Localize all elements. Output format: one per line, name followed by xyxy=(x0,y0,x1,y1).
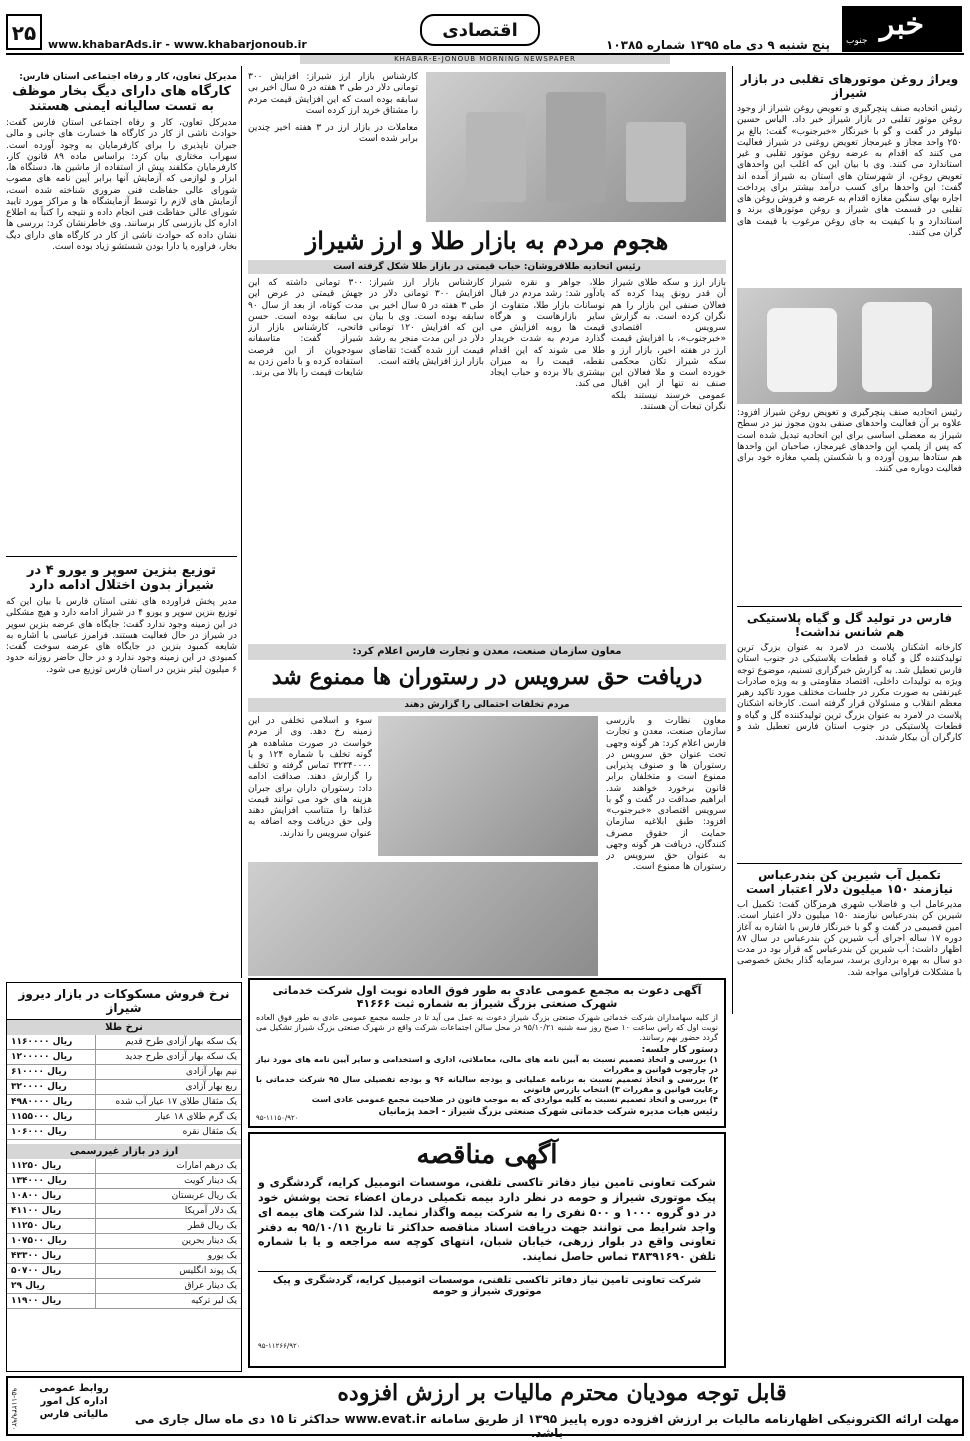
price-row xyxy=(7,1080,241,1095)
price-value: ۴۱۱۰۰ ریال xyxy=(7,1204,96,1219)
gold-fx-headline: هجوم مردم به بازار طلا و ارز شیراز xyxy=(305,226,669,255)
left-column xyxy=(6,66,242,978)
price-value: ۴۳۳۰۰ ریال xyxy=(7,1249,96,1264)
price-row xyxy=(7,1204,241,1219)
official-portrait xyxy=(378,716,598,856)
english-band: KHABAR-E-JONOUB MORNING NEWSPAPER xyxy=(300,54,670,64)
price-value: ۱۱۶۰۰۰۰ ریال xyxy=(7,1035,96,1050)
price-row xyxy=(7,1294,241,1309)
agenda-item: ۱) بررسی و اتخاذ تصمیم نسبت به آیین نامه های مالی، معاملاتی، اداری و استخدامی و سایر آیین نامه های مورد نیاز در چارچوب قوانین و مقررات xyxy=(256,1055,718,1074)
price-row xyxy=(7,1095,241,1110)
price-value: ۱۰۶۰۰۰ ریال xyxy=(7,1125,96,1140)
logo-sub: جنوب xyxy=(846,36,868,46)
price-item: یک درهم امارات xyxy=(96,1159,241,1174)
agenda-item: ۴) بررسی و اتخاذ تصمیم نسبت به کلیه مواردی که به موجب قانون در صلاحیت مجمع عمومی عادی است xyxy=(311,1095,718,1104)
price-row xyxy=(7,1249,241,1264)
price-item: یک سکه بهار آزادی طرح جدید xyxy=(96,1050,241,1065)
price-item: نیم بهار آزادی xyxy=(96,1065,241,1080)
price-row xyxy=(7,1110,241,1125)
header-rule xyxy=(6,53,964,55)
agenda-item: ۲) بررسی و اتخاذ تصمیم نسبت به برنامه عملیاتی و بودجه سالیانه ۹۶ و بودجه تفصیلی سال ۹۵ شرکت خدماتی با رعایت قوانین و مقررات ۳) انتخاب بازرس قانونی xyxy=(256,1075,718,1094)
price-item: یک دینار عراق xyxy=(96,1279,241,1294)
tender-title: آگهی مناقصه xyxy=(416,1140,558,1170)
sidebar-item: کارشناس بازار ارز شیراز: افزایش ۳۰۰ تومانی دلار در طی ۳ هفته در ۵ سال اخیر بی سابقه بوده است که این افزایش قیمت مردم را مشتاق خرید ارز کرده است xyxy=(248,72,418,116)
price-item: یک پوند انگلیس xyxy=(96,1264,241,1279)
plastic-plant-headline: فارس در تولید گل و گیاه پلاستیکی هم شانس نداشت! xyxy=(737,606,962,639)
site-urls: www.khabarAds.ir - www.khabarjonoub.ir xyxy=(48,38,307,51)
price-row xyxy=(7,1189,241,1204)
fuel-headline: توزیع بنزین سوپر و یورو ۴ در شیراز بدون اختلال ادامه دارد xyxy=(6,556,237,593)
gold-table xyxy=(7,1035,241,1140)
notice-code: ۹۵-۱۱۱۵۰/۹۲۰ xyxy=(256,1114,299,1122)
restaurant-photo xyxy=(248,862,598,976)
price-item: یک ریال قطر xyxy=(96,1219,241,1234)
price-value: ۱۱۵۵۰۰۰ ریال xyxy=(7,1110,96,1125)
desalination-headline: تکمیل آب شیرین کن بندرعباس نیازمند ۱۵۰ میلیون دلار اعتبار است xyxy=(737,863,962,896)
assembly-notice xyxy=(248,978,726,1128)
price-row xyxy=(7,1065,241,1080)
photo-sidebar xyxy=(248,72,418,222)
price-value: ۱۱۹۰۰ ریال xyxy=(7,1294,96,1309)
section-title: اقتصادی xyxy=(420,14,540,46)
price-item: یک یورو xyxy=(96,1249,241,1264)
notice-signature: رئیس هیات مدیره شرکت خدماتی شهرک صنعتی بزرگ شیراز - احمد پژمانیان xyxy=(378,1107,718,1117)
boiler-body: مدیرکل تعاون، کار و رفاه اجتماعی استان فارس گفت: حوادث ناشی از کار در کارگاه ها خسارت های جانی و مالی جبران ناپذیری را برای کارفرمایان به وجود آورده است. سهراب مختاری بیان کرد: براساس ماده ۸۹ قانون کار، کارفرمایان مکلفند پیش از استفاده از ماشین ها، دستگاه ها، ابزار و لوازمی که آزمایش آنها برابر آیین نامه های مصوب شورای عالی حفاظت فنی ضروری شناخته شده است، آزمایش های لازم را توسط آزمایشگاه ها و مراکز مورد تایید شورای عالی حفاظت فنی انجام داده و نتیجه را کتباً به اطلاع اداره کل بازرسی کار برسانند. وی خاطرنشان کرد: بررسی ها نشان داده که حوادث ناشی از کار در کارگاه های دارای دیگ بخار، فراوره یا دارا بودن شستشو زیاد بوده است. xyxy=(6,118,237,252)
body-column: ۳۰۰ تومانی داشته که این جهش قیمتی در عرض این مدت کوتاه، از بعد از سال ۹۰ بی سابقه بوده است. حسن فاتحی، کارشناس بازار ارز شیراز گفت: متاسفانه سودجویان از این فرصت استفاده کرده و با دامن زدن به شایعات قیمت را بالا می برند. xyxy=(248,278,363,378)
price-value: ۱۱۲۵۰ ریال xyxy=(7,1219,96,1234)
tax-office: روابط عمومی اداره کل امور مالیاتی فارس xyxy=(39,1383,109,1420)
gold-fx-body xyxy=(248,278,726,638)
coins-photo xyxy=(426,72,726,222)
price-value: ۲۹ ریال xyxy=(7,1279,96,1294)
gold-fx-subtitle: رئیس اتحادیه طلافروشان: حباب قیمتی در بازار طلا شکل گرفته است xyxy=(248,260,726,274)
tax-code: ۹۵-۱۱۲۴۹/۹۲۰ xyxy=(10,1388,18,1431)
page-number: ۲۵ xyxy=(6,14,42,50)
tender-code: ۹۵-۱۱۲۶۶/۹۲۰ xyxy=(258,1342,301,1350)
logo xyxy=(842,6,962,52)
price-item: یک مثقال طلای ۱۷ عیار آب شده xyxy=(96,1095,241,1110)
tax-banner xyxy=(6,1376,964,1440)
price-value: ۶۱۰۰۰۰ ریال xyxy=(7,1065,96,1080)
price-row xyxy=(7,1264,241,1279)
service-kicker: معاون سازمان صنعت، معدن و تجارت فارس اعلام کرد: xyxy=(248,644,726,660)
service-body: معاون نظارت و بازرسی سازمان صنعت، معدن و تجارت فارس اعلام کرد: هر گونه وجهی تحت عنوان حق سرویس در رستوران ها و صنوف پذیرایی ممنوع است و متخلفان برابر قانون برخورد خواهند شد. ابراهیم صداقت در گفت و گو با سرویس اقتصادی «خبرجنوب» افزود: طبق ابلاغیه سازمان حمایت از حقوق مصرف کنندگان، دریافت هر گونه وجهی به عنوان حق سرویس در رستوران ها ممنوع است. xyxy=(606,716,726,873)
price-row xyxy=(7,1159,241,1174)
price-row xyxy=(7,1219,241,1234)
plastic-plant-body: کارخانه اشکنان پلاست در لامرد به عنوان بزرگ ترین تولیدکننده گل و گیاه و قطعات پلاستیکی در جنوب استان فارس تعطیل شد. به گزارش خبرگزاری تسنیم، موضوع توجه ویژه به تولیدات داخلی، اقتصاد مقاومتی و به ویژه صادرات غیرنفتی به صورت مکرر در جلسات مختلف مورد تاکید رهبر معظم انقلاب و مسئولان قرار گرفته است. کارخانه اشکنان پلاست در لامرد به عنوان بزرگ ترین تولیدکننده گل و گیاه و قطعات پلاستیکی در جنوب استان فارس تعطیل شد و کارگران آن بیکار شدند. xyxy=(737,643,962,743)
gold-header: نرخ طلا xyxy=(7,1020,241,1035)
tax-banner-body: مهلت ارائه الکترونیکی اظهارنامه مالیات بر ارزش افزوده دوره پاییز ۱۳۹۵ از طریق سامانه www.evat.ir حداکثر تا ۱۵ دی ماه سال جاری می باشد. xyxy=(134,1412,960,1440)
price-value: ۴۹۸۰۰۰۰ ریال xyxy=(7,1095,96,1110)
body-column: کارشناس بازار ارز شیراز: افزایش ۳۰۰ تومانی دلار در طی ۳ هفته در ۵ سال اخیر بی سابقه بوده است. وی با بیان این که افزایش ۱۲۰ تومانی دلار در این مدت منجر به رشد قیمت ارز شده گفت: تقاضای بازار ارز افزایش یافته است. xyxy=(369,278,484,367)
body-column: بازار ارز و سکه طلای شیراز آن قدر رونق پیدا کرده که فعالان صنفی این بازار را هم نگران کرده است. به گزارش سرویس اقتصادی «خبرجنوب»، با افزایش قیمت ارز در هفته اخیر، بازار ارز و سکه شیراز تکان محکمی خورده است و ملا فعالان این صنف نه تنها از این اقبال عمومی خرسند نیستند بلکه نگران تبعات آن هستند. xyxy=(611,278,726,412)
price-item: یک مثقال نقره xyxy=(96,1125,241,1140)
middle-column xyxy=(248,66,726,976)
fx-header: ارز در بازار غیررسمی xyxy=(7,1144,241,1159)
price-table xyxy=(6,982,242,1372)
service-deck: مردم تخلفات احتمالی را گزارش دهند xyxy=(248,698,726,712)
service-headline: دریافت حق سرویس در رستوران ها ممنوع شد xyxy=(271,664,703,690)
body-column: طلا، جواهر و نقره شیراز یادآور شد: رشد مردم در قبال نوسانات بازار طلا، متفاوت از سایر بازارهاست و هرگاه قیمت ها روبه افزایش می گذارد مردم به شدت خریدار طلا می شوند که این اقدام نقطه، قیمت را به میزان بیشتری بالا برده و حباب ایجاد می کند. xyxy=(490,278,605,390)
masthead xyxy=(0,0,970,64)
price-item: یک گرم طلای ۱۸ عیار xyxy=(96,1110,241,1125)
price-row xyxy=(7,1234,241,1249)
price-value: ۱۰۷۵۰۰ ریال xyxy=(7,1234,96,1249)
oil-bottles-photo xyxy=(737,288,962,404)
price-item: یک سکه بهار آزادی طرح قدیم xyxy=(96,1035,241,1050)
price-value: ۱۰۸۰۰ ریال xyxy=(7,1189,96,1204)
price-row xyxy=(7,1174,241,1189)
tender-body: شرکت تعاونی تامین نیاز دفاتر تاکسی تلفنی، موسسات اتومبیل کرایه، گردشگری و پیک موتوری شیراز و حومه در نظر دارد بیمه تکمیلی درمان اعضاء تحت پوشش خود در دو گروه ۱۰۰۰ و ۵۰۰ نفری را به شرکت بیمه واگذار نماید. لذا شرکت های بیمه ای واجد شرایط می توانند جهت دریافت اسناد مناقصه حداکثر تا تاریخ ۹۵/۱۰/۱۱ به دفتر تعاونی واقع در بلوار زرهی، خیابان شبان، انتهای کوچه سه مراجعه و یا با شماره تلفن ۳۸۳۹۱۶۹۰ تماس حاصل نمایند. xyxy=(258,1176,716,1264)
price-value: ۱۳۴۰۰۰ ریال xyxy=(7,1174,96,1189)
logo-text: خبر xyxy=(879,7,925,42)
issue-date: پنج شنبه ۹ دی ماه ۱۳۹۵ شماره ۱۰۳۸۵ xyxy=(606,38,830,52)
price-value: ۱۲۰۰۰۰۰ ریال xyxy=(7,1050,96,1065)
sidebar-item: معاملات در بازار ارز در ۳ هفته اخیر چندین برابر شده است xyxy=(248,123,418,145)
fuel-body: مدیر پخش فرآورده های نفتی استان فارس با بیان این که توزیع بنزین سوپر و یورو ۴ در شیراز ادامه دارد و هیچ مشکلی در این زمینه وجود ندارد گفت: جایگاه های عرضه بنزین سوپر در شیراز در حال فعالیت هستند. فرامرز عباسی با اشاره به شایعه کمبود بنزین در جایگاه های عرضه سوخت گفت: کمبودی در این زمینه وجود ندارد و در حال حاضر روزانه حدود ۶ میلیون لیتر بنزین در استان فارس توزیع می شود. xyxy=(6,597,237,675)
desalination-body: مدیرعامل آب و فاضلاب شهری هرمزگان گفت: تکمیل آب شیرین کن بندرعباس نیازمند ۱۵۰ میلیون دلار اعتبار است. امین قصیمی در گفت و گو با خبرنگار فارس با اشاره به آغاز دوره ۱۷ ساله اجرای آب شیرین کن بندرعباس در سال ۸۷ اظهار داشت: آب شیرین کن بندرعباس که قرار بود در مدت دو سال به بهره برداری برسد، سرمایه گذار بخش خصوصی با مشکلات فراوانی مواجه شد. xyxy=(737,900,962,978)
notice-title: آگهی دعوت به مجمع عمومی عادی به طور فوق العاده نوبت اول شرکت خدماتی شهرک صنعتی بزرگ شیراز به شماره ثبت ۴۱۶۶۶ xyxy=(272,984,702,1010)
price-value: ۳۲۰۰۰۰ ریال xyxy=(7,1080,96,1095)
price-item: یک دینار کویت xyxy=(96,1174,241,1189)
price-table-title: نرخ فروش مسکوکات در بازار دیروز شیراز xyxy=(7,983,241,1020)
tender-notice xyxy=(248,1132,726,1368)
price-item: یک ریال عربستان xyxy=(96,1189,241,1204)
agenda-title: دستور کار جلسه: xyxy=(641,1045,718,1055)
notice-body: از کلیه سهامداران شرکت خدماتی شهرک صنعتی بزرگ شیراز دعوت به عمل می آید تا در جلسه مجمع عمومی عادی به طور فوق العاده نوبت اول که راس ساعت ۱۰ صبح روز سه شنبه ۹۵/۱۰/۲۱ در محل سالن اجتماعات شرکت واقع در شهرک صنعتی بزرگ شیراز تشکیل می گردد حضور بهم رسانند. xyxy=(256,1013,718,1042)
tender-footer: شرکت تعاونی تامین نیاز دفاتر تاکسی تلفنی، موسسات اتومبیل کرایه، گردشگری و پیک موتوری شیراز و حومه xyxy=(258,1271,716,1297)
right-column xyxy=(732,66,962,1014)
price-item: یک لیر ترکیه xyxy=(96,1294,241,1309)
price-item: یک دلار آمریکا xyxy=(96,1204,241,1219)
price-value: ۱۱۲۵۰ ریال xyxy=(7,1159,96,1174)
tax-banner-title: قابل توجه مودیان محترم مالیات بر ارزش افزوده xyxy=(337,1380,787,1406)
price-row xyxy=(7,1279,241,1294)
engine-oil-continued: رئیس اتحادیه صنف پنچرگیری و تعویض روغن شیراز افزود: علاوه بر آن فعالیت واحدهای صنفی بدون مجوز نیز در سطح شیراز به معضلی اساسی برای این اتحادیه تبدیل شده است که پس از پلمپ این واحدهای غیرمجاز، صاحبان این واحدها هم ستادها بیرون آورده و با شکستن پلمپ مغازه خود برای فعالیت دوباره می کنند. xyxy=(737,408,962,475)
fx-table xyxy=(7,1159,241,1309)
engine-oil-headline: ویراژ روغن موتورهای تقلبی در بازار شیراز xyxy=(740,72,959,100)
service-body-2: سوء و اسلامی تخلفی در این زمینه رخ دهد. وی از مردم خواست در صورت مشاهده هر گونه تخلف با شماره ۱۲۴ و یا ۳۲۳۴۰۰۰۰ تماس گرفته و تخلف را گزارش دهند. صداقت ادامه داد: رستوران داران برای جبران هزینه های خود می توانند قیمت غذاها را متناسب افزایش دهند ولی حق دریافت وجه اضافه به عنوان سرویس را ندارند. xyxy=(248,716,372,839)
boiler-kicker: مدیرکل تعاون، کار و رفاه اجتماعی استان فارس: xyxy=(19,72,237,82)
price-row xyxy=(7,1125,241,1140)
price-row xyxy=(7,1050,241,1065)
price-item: یک دینار بحرین xyxy=(96,1234,241,1249)
price-item: ربع بهار آزادی xyxy=(96,1080,241,1095)
boiler-headline: کارگاه های دارای دیگ بخار موظف به تست سالیانه ایمنی هستند xyxy=(12,84,231,114)
price-row xyxy=(7,1035,241,1050)
price-value: ۵۰۷۰۰ ریال xyxy=(7,1264,96,1279)
engine-oil-body: رئیس اتحادیه صنف پنچرگیری و تعویض روغن شیراز از وجود روغن موتور تقلبی در بازار شیراز خبر داد. الیاس حسین نیلوفر در گفت و گو با خبرنگار «خبرجنوب» گفت: بالغ بر ۲۵۰ واحد مجاز و غیرمجاز تعویض روغنی در شیراز فعالیت می کنند که اقدام به عرضه روغن موتور تقلبی و غیر استاندارد می کنند. وی با بیان این که اغلب این واحدهای تعویض روغن، از شهرستان های استان به شیراز آمده اند گفت: این واحدها برای کسب درآمد بیشتر برای پرداخت اجاره بهای سنگین مغازه اقدام به عرضه و فروش روغن های تقلبی در قسمت های شیراز و روغن موتورهای برند و استاندارد و با کیفیت به جای روغن مرغوب با قیمت های گران می کنند. xyxy=(737,104,962,238)
